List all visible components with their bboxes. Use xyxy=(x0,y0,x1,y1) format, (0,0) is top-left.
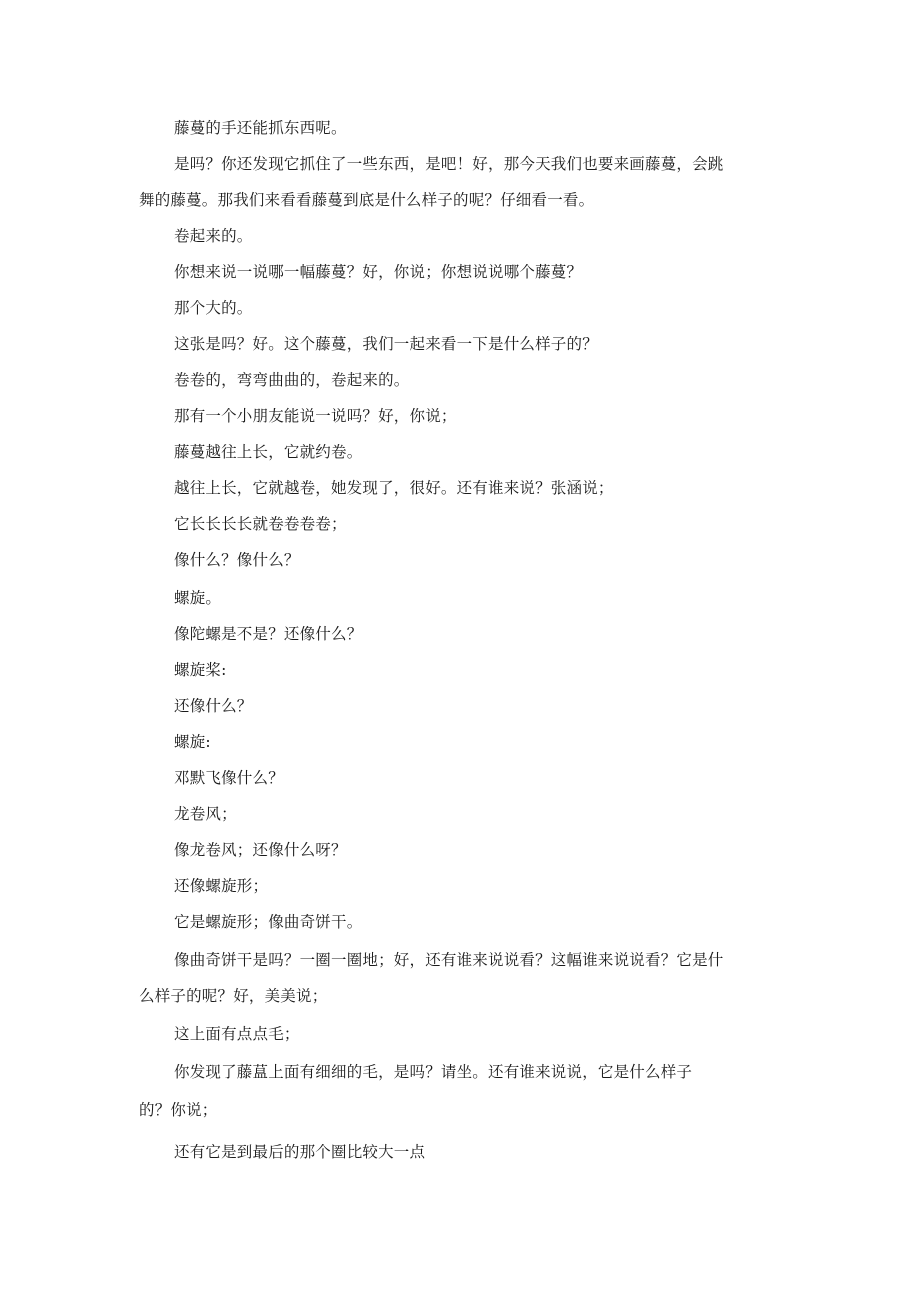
paragraph-line: 是吗？你还发现它抓住了一些东西，是吧！好，那今天我们也要来画藤蔓，会跳 xyxy=(174,155,724,173)
paragraph-line: 卷卷的，弯弯曲曲的，卷起来的。 xyxy=(174,371,410,389)
paragraph-line: 越往上长，它就越卷，她发现了，很好。还有谁来说？张涵说； xyxy=(174,479,614,497)
paragraph-line: 像陀螺是不是？还像什么？ xyxy=(174,625,363,643)
paragraph-line: 卷起来的。 xyxy=(174,227,253,245)
paragraph-line: 龙卷风； xyxy=(174,805,237,823)
paragraph-line: 螺旋: xyxy=(174,733,211,751)
paragraph-line: 你发现了藤蒀上面有细细的毛，是吗？请坐。还有谁来说说，它是什么样子 xyxy=(174,1063,693,1081)
paragraph-line: 这张是吗？好。这个藤蔓，我们一起来看一下是什么样子的？ xyxy=(174,335,598,353)
paragraph-line: 还像什么？ xyxy=(174,697,253,715)
paragraph-line: 螺旋桨: xyxy=(174,661,227,679)
paragraph-line: 你想来说一说哪一幅藤蔓？好，你说；你想说说哪个藤蔓？ xyxy=(174,263,583,281)
paragraph-line: 它长长长长就卷卷卷卷； xyxy=(174,515,347,533)
paragraph-line: 的？你说； xyxy=(139,1101,218,1119)
paragraph-line: 那有一个小朋友能说一说吗？好，你说； xyxy=(174,407,457,425)
paragraph-line: 螺旋。 xyxy=(174,589,222,607)
paragraph-line: 这上面有点点毛； xyxy=(174,1025,300,1043)
paragraph-line: 藤蔓越往上长，它就约卷。 xyxy=(174,443,363,461)
paragraph-line: 舞的藤蔓。那我们来看看藤蔓到底是什么样子的呢？仔细看一看。 xyxy=(139,191,595,209)
paragraph-line: 还像螺旋形； xyxy=(174,877,269,895)
paragraph-line: 它是螺旋形；像曲奇饼干。 xyxy=(174,913,363,931)
paragraph-line: 藤蔓的手还能抓东西呢。 xyxy=(174,119,347,137)
paragraph-line: 邓默飞像什么？ xyxy=(174,769,284,787)
paragraph-line: 像什么？像什么？ xyxy=(174,551,300,569)
paragraph-line: 像曲奇饼干是吗？一圈一圈地；好，还有谁来说说看？这幅谁来说说看？它是什 xyxy=(174,951,724,969)
paragraph-line: 么样子的呢？好，美美说； xyxy=(139,987,328,1005)
paragraph-line: 还有它是到最后的那个圈比较大一点 xyxy=(174,1143,426,1161)
paragraph-line: 那个大的。 xyxy=(174,299,253,317)
paragraph-line: 像龙卷风；还像什么呀？ xyxy=(174,841,347,859)
